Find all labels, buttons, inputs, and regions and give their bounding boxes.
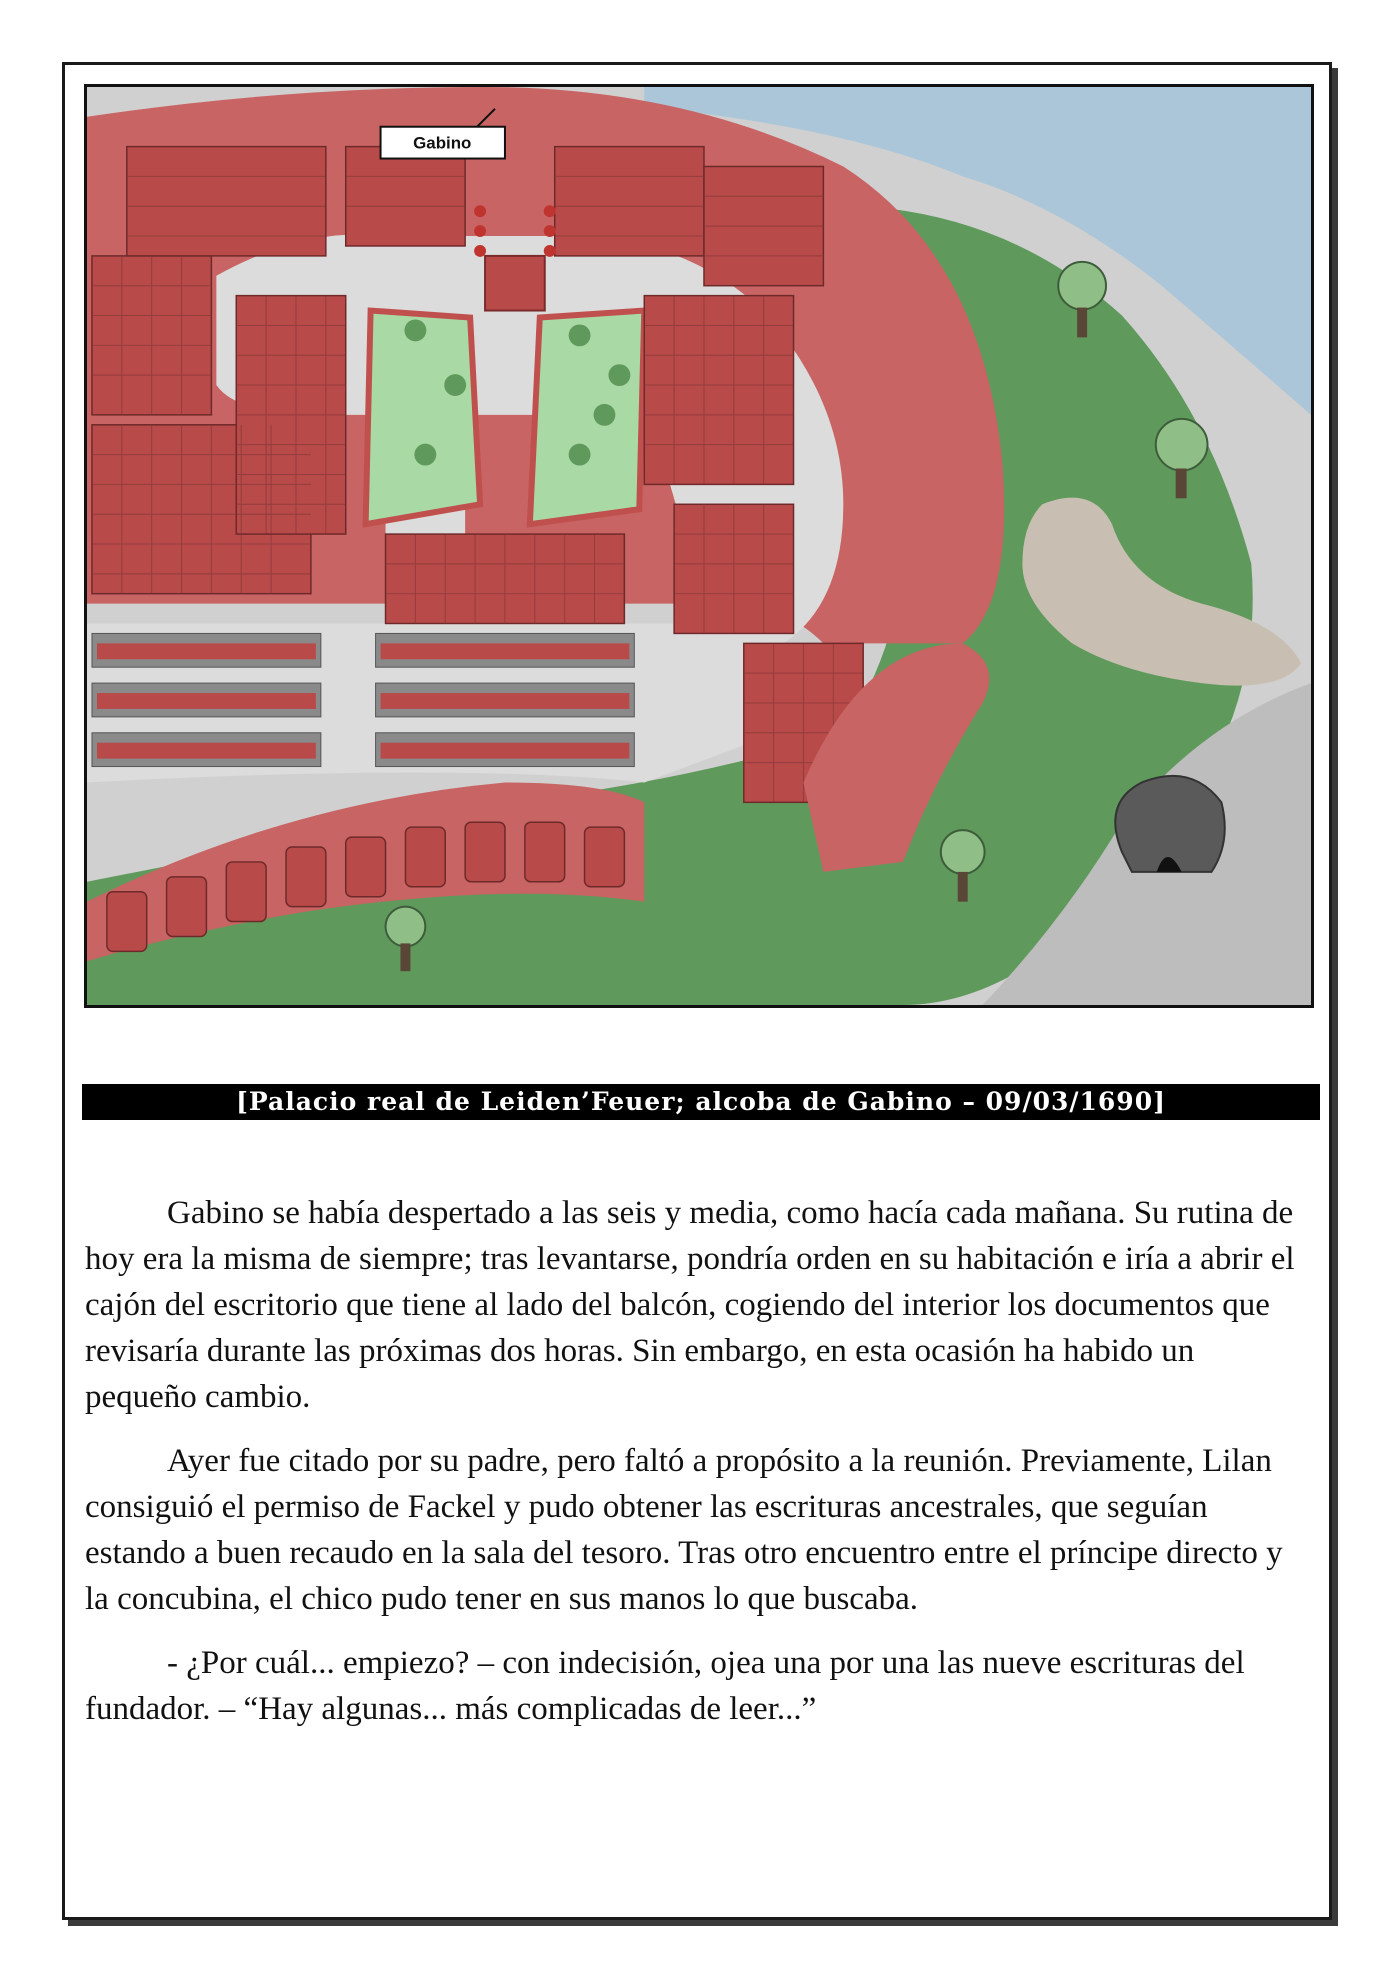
paragraph-2: Ayer fue citado por su padre, pero faltó a propósito a la reunión. Previamente, Lilan consiguió el permiso de Fackel y pudo obtener las escrituras ancestrales, que seguían estando a buen recaudo en la sala del tesoro. Tras otro encuentro entre el príncipe directo y la concubina, el chico pudo tener en sus manos lo que buscaba.	[85, 1443, 1283, 1617]
city-map-illustration	[87, 87, 1311, 1005]
palace-steps	[485, 256, 545, 311]
garden-left	[366, 311, 480, 525]
scene-caption: [Palacio real de Leiden’Feuer; alcoba de Gabino – 09/03/1690]	[82, 1084, 1320, 1120]
story-text	[85, 1190, 1310, 1750]
gabino-label: Gabino	[413, 133, 472, 153]
city-map	[84, 84, 1314, 1008]
paragraph-3: - ¿Por cuál... empiezo? – con indecisión, ojea una por una las nueve escrituras del fundador. – “Hay algunas... más complicadas de leer...”	[85, 1645, 1245, 1727]
paragraph-1: Gabino se había despertado a las seis y media, como hacía cada mañana. Su rutina de hoy era la misma de siempre; tras levantarse, pondría orden en su habitación e iría a abrir el cajón del escritorio que tiene al lado del balcón, cogiendo del interior los documentos que revisaría durante las próximas dos horas. Sin embargo, en esta ocasión ha habido un pequeño cambio.	[85, 1195, 1295, 1415]
